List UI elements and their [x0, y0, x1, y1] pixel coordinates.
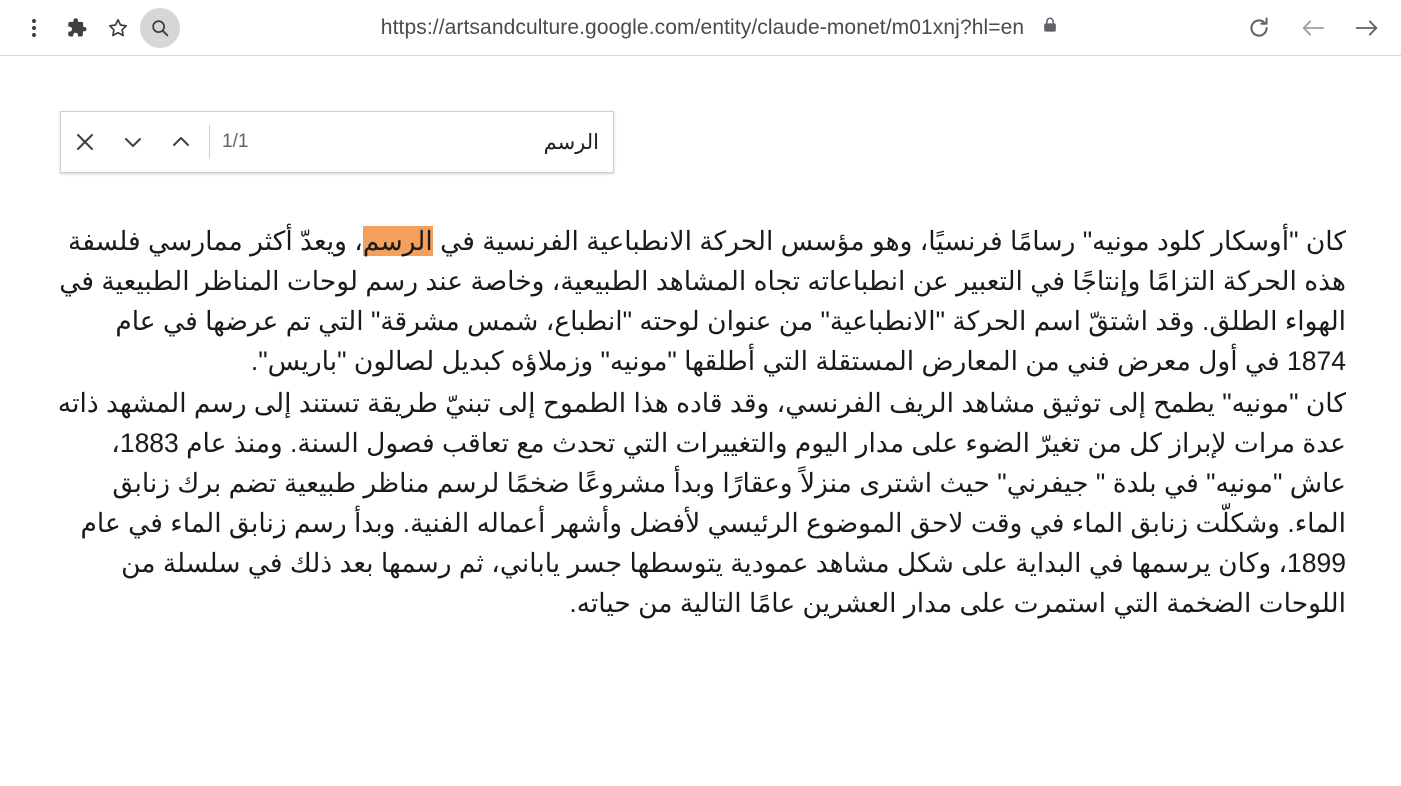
article-body — [55, 221, 1346, 625]
chevron-up-icon[interactable] — [157, 118, 205, 166]
divider — [209, 125, 210, 159]
reload-icon[interactable] — [1239, 8, 1279, 48]
lock-icon — [1040, 14, 1060, 41]
find-bar — [60, 111, 614, 173]
match-count: 1/1 — [222, 131, 249, 152]
browser-toolbar — [0, 0, 1401, 56]
close-icon[interactable] — [61, 118, 109, 166]
puzzle-piece-icon[interactable] — [56, 8, 96, 48]
find-in-page-icon[interactable] — [140, 8, 180, 48]
star-icon[interactable] — [98, 8, 138, 48]
url-text: https://artsandculture.google.com/entity/claude-monet/m01xnj?hl=en — [380, 15, 1025, 39]
chevron-down-icon[interactable] — [109, 118, 157, 166]
toolbar-right-group — [1231, 8, 1387, 48]
back-arrow-icon[interactable] — [1293, 8, 1333, 48]
three-dots-vertical-icon[interactable] — [14, 8, 54, 48]
toolbar-left-group — [14, 8, 180, 48]
article-paragraph: كان "مونيه" يطمح إلى توثيق مشاهد الريف الفرنسي، وقد قاده هذا الطموح إلى تبنيّ طريقة تستند إلى رسم المشهد ذاته عدة مرات لإبراز كل من تغيرّ الضوء على مدار اليوم والتغييرات التي تحدث مع تعاقب فصول السنة. ومنذ عام 1883، عاش "مونيه" في بلدة " جيفرني" حيث اشترى منزلاً وعقارًا وبدأ مشروعًا ضخمًا لرسم مناظر طبيعية تضم برك زنابق الماء. وشكلّت زنابق الماء في وقت لاحق الموضوع الرئيسي لأفضل وأشهر أعماله الفنية. وبدأ رسم زنابق الماء في عام 1899، وكان يرسمها في البداية على شكل مشاهد عمودية يتوسطها جسر ياباني، ثم رسمها بعد ذلك في سلسلة من اللوحات الضخمة التي استمرت على مدار العشرين عامًا التالية من حياته. — [57, 388, 1346, 618]
article-paragraph: كان "أوسكار كلود مونيه" رسامًا فرنسيًا، وهو مؤسس الحركة الانطباعية الفرنسية في الرسم، ويعدّ أكثر ممارسي فلسفة هذه الحركة التزامًا وإنتاجًا في التعبير عن انطباعاته تجاه المشاهد الطبيعية، وخاصة عند رسم لوحات المناظر الطبيعية في الهواء الطلق. وقد اشتقّ اسم الحركة "الانطباعية" من عنوان لوحته "انطباع، شمس مشرقة" التي تم عرضها في عام 1874 في أول معرض فني من المعارض المستقلة التي أطلقها "مونيه" وزملاؤه كبديل لصالون "باريس". — [59, 226, 1346, 376]
forward-arrow-icon[interactable] — [1347, 8, 1387, 48]
search-highlight: الرسم — [362, 226, 433, 256]
address-bar[interactable] — [180, 14, 1231, 41]
menu-dots — [32, 19, 36, 37]
page-content — [0, 56, 1401, 786]
find-input[interactable] — [282, 130, 613, 154]
